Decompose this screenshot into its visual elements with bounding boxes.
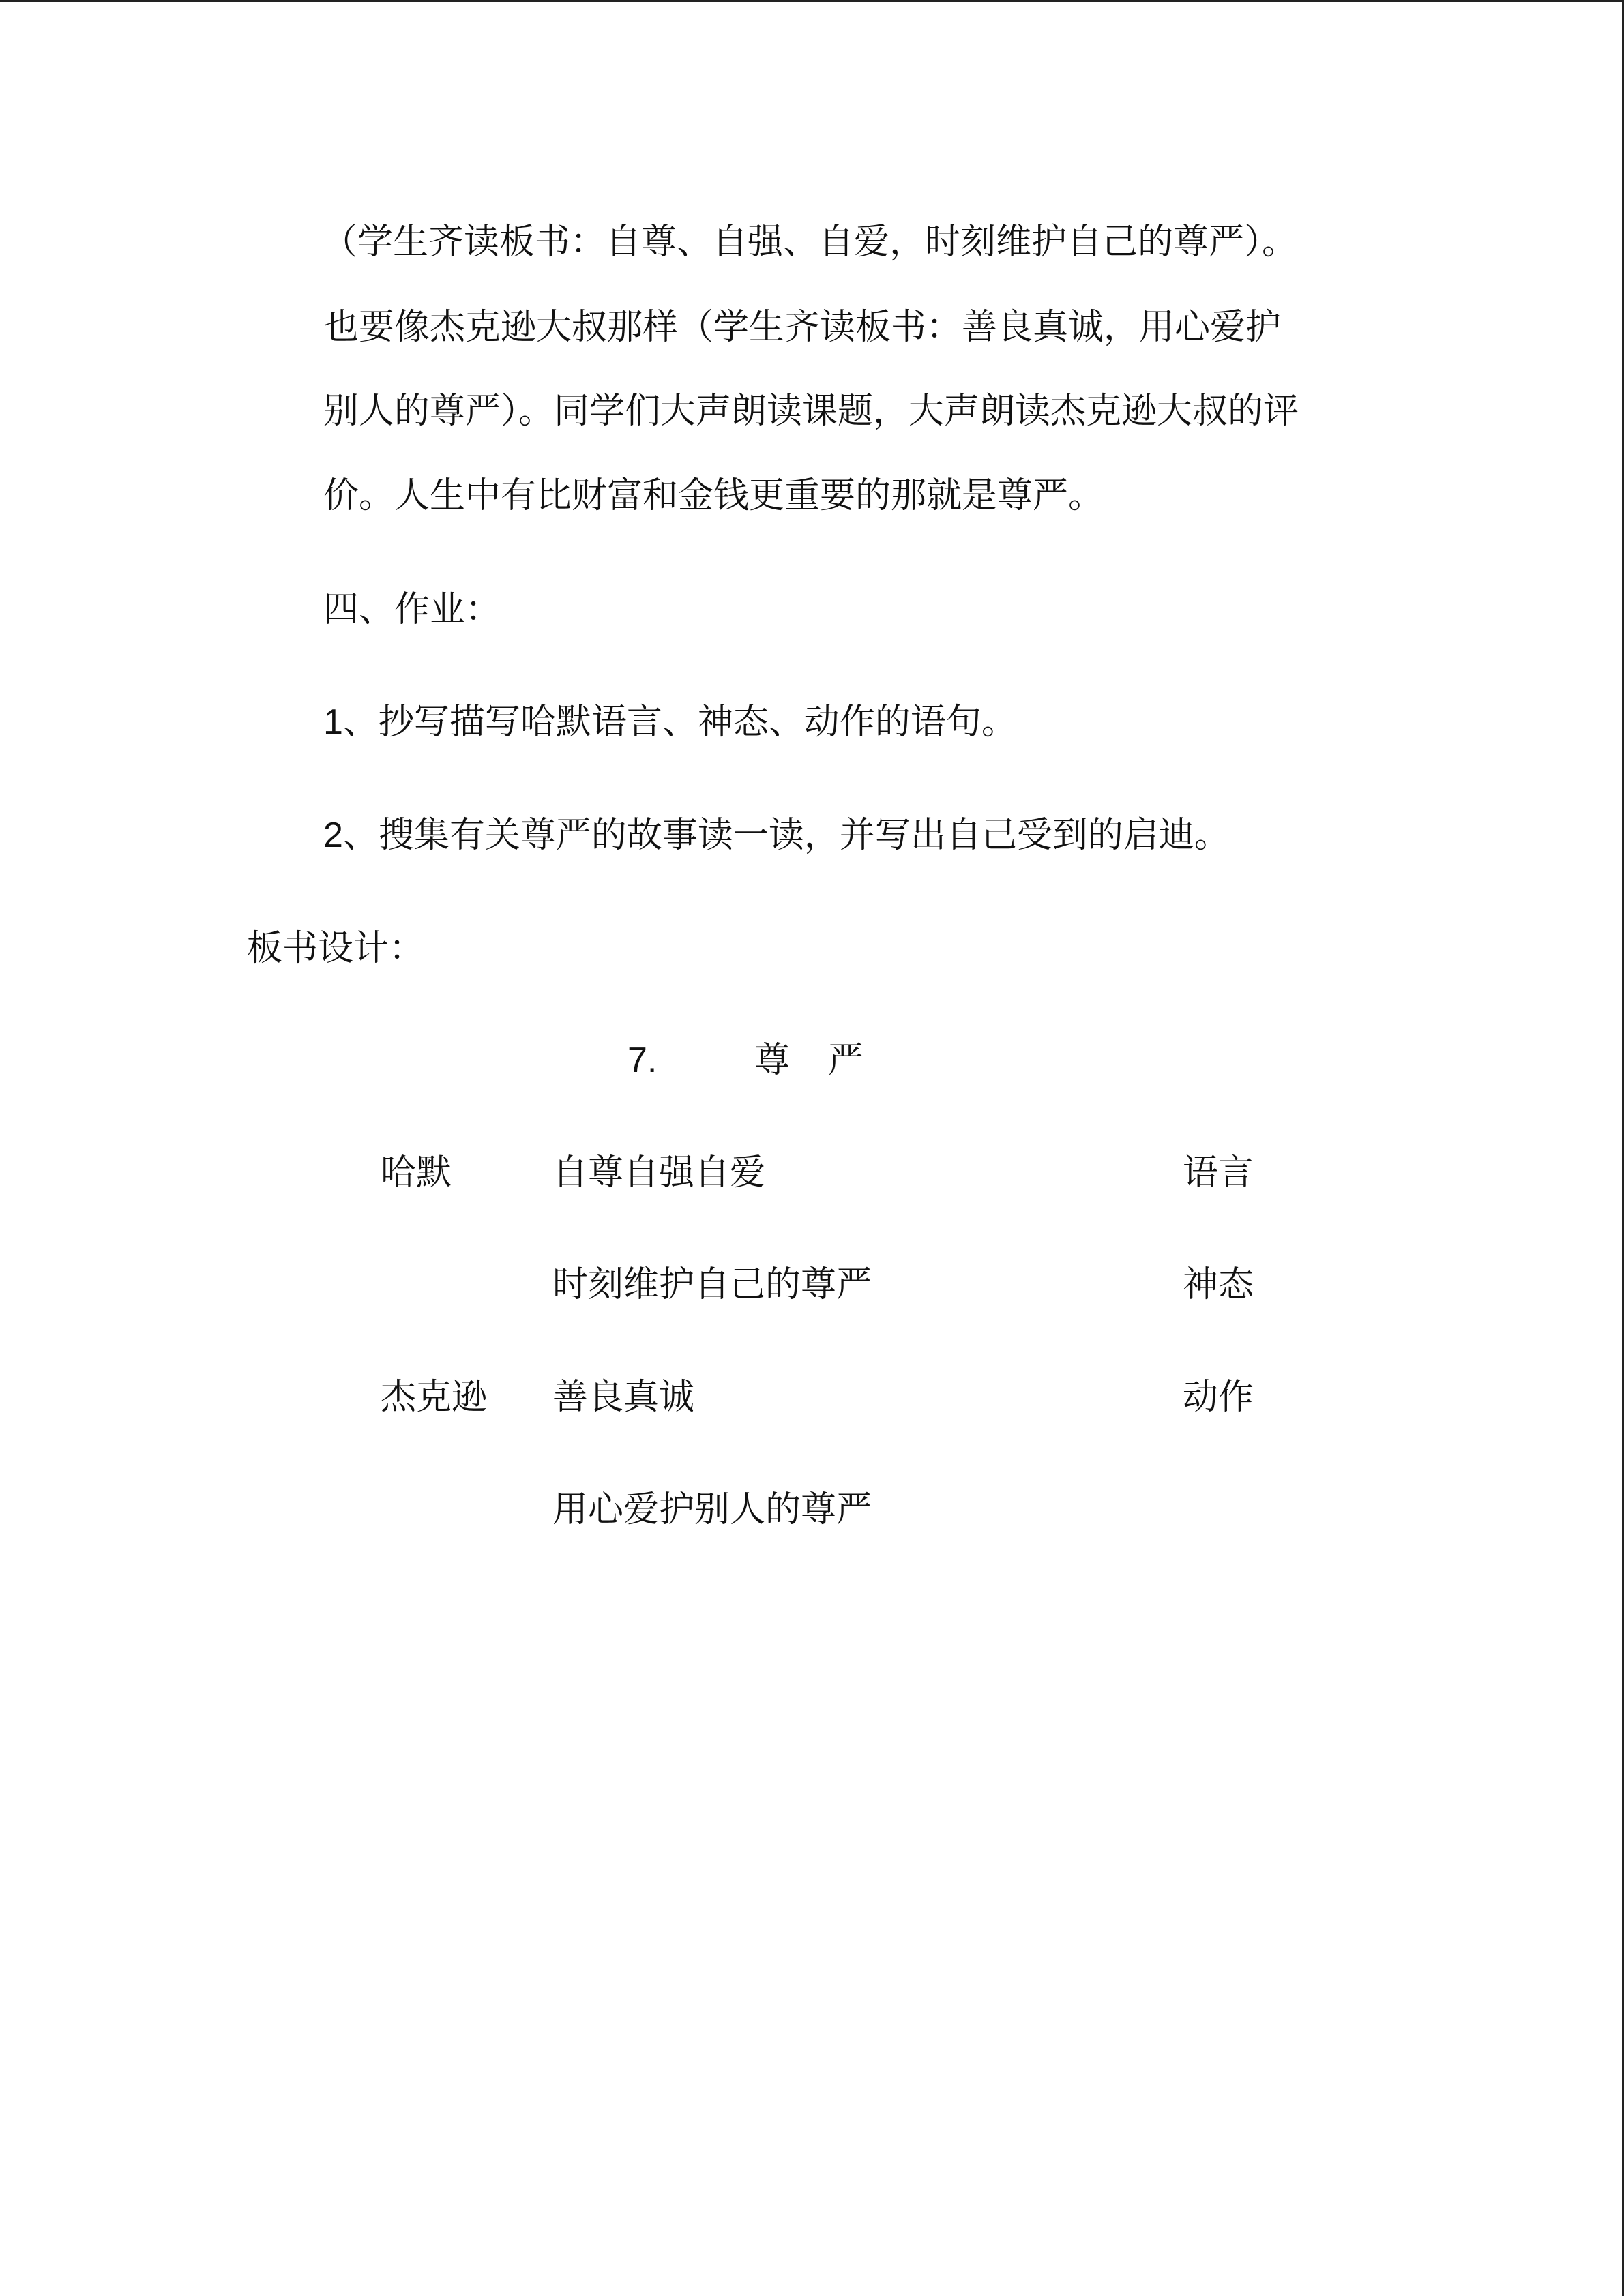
paragraph-line: 别人的尊严）。同学们大声朗读课题，大声朗读杰克逊大叔的评	[323, 391, 1299, 432]
board-quality: 善良真诚	[552, 1377, 695, 1418]
homework-item: 2、搜集有关尊严的故事读一读，并写出自己受到的启迪。	[323, 816, 1230, 855]
board-quality: 自尊自强自爱	[552, 1152, 766, 1193]
paragraph-line: 价。人生中有比财富和金钱更重要的那就是尊严。	[323, 475, 1104, 516]
board-title-char: 尊	[754, 1040, 791, 1081]
homework-item: 1、抄写描写哈默语言、神态、动作的语句。	[323, 702, 1017, 742]
paragraph-line: 也要像杰克逊大叔那样（学生齐读板书：善良真诚，用心爱护	[323, 307, 1282, 348]
paragraph-line: （学生齐读板书：自尊、自强、自爱，时刻维护自己的尊严）。	[322, 222, 1298, 263]
board-aspect: 语言	[1183, 1152, 1254, 1193]
board-heading: 板书设计：	[247, 928, 425, 969]
board-title-number: 7.	[628, 1041, 658, 1080]
board-person: 杰克逊	[381, 1377, 488, 1418]
board-person: 哈默	[381, 1152, 452, 1193]
board-quality: 用心爱护别人的尊严	[552, 1489, 872, 1530]
board-aspect: 动作	[1183, 1377, 1254, 1418]
board-title-char: 严	[828, 1040, 864, 1081]
board-quality: 时刻维护自己的尊严	[552, 1264, 872, 1305]
homework-heading: 四、作业：	[323, 589, 501, 630]
board-aspect: 神态	[1183, 1264, 1254, 1305]
